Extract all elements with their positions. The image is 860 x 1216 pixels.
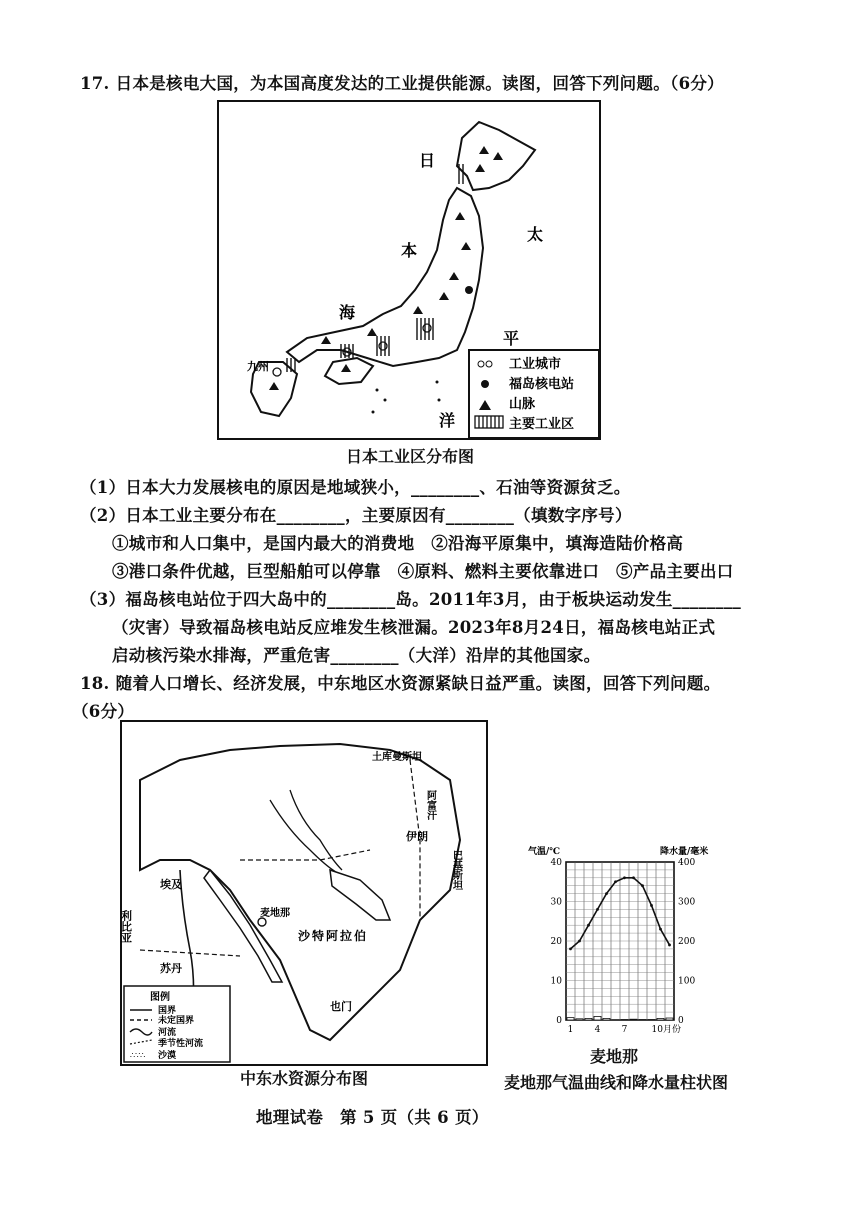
chart-precip-bar [594,1016,601,1020]
chart-temp-point [614,880,617,883]
legend-mountain: 山脉 [509,397,536,412]
q17-sub3-b: （灾害）导致福岛核电站反应堆发生核泄漏。2023年8月24日，福岛核电站正式 [112,618,716,637]
me-legend-title: 图例 [150,992,170,1003]
chart-tick-x: 1 [567,1025,574,1035]
q18-score: （6分） [72,702,135,721]
chart-tick-left: 30 [550,897,562,908]
chart-temp-point [659,928,662,931]
q18-title: 18. 随着人口增长、经济发展，中东地区水资源紧缺日益严重。读图，回答下列问题。 [80,674,721,693]
label-turk: 土库曼斯坦 [372,752,422,763]
legend-industry: 主要工业区 [509,417,575,432]
middle-east-map-caption: 中东水资源分布图 [240,1069,369,1088]
q17-sub2: （2）日本工业主要分布在________，主要原因有________（填数字序号） [80,506,632,525]
label-mu: 本 [401,241,418,260]
chart-precip-bar [657,1018,664,1020]
chart-temp-point [587,924,590,927]
label-ping: 平 [503,329,520,348]
label-hai: 海 [339,303,356,322]
label-pak: 巴基斯坦 [450,850,462,890]
label-libya: 利比亚 [120,910,133,943]
me-legend-desert: 沙漠 [158,1051,177,1061]
japan-map-caption: 日本工业区分布图 [346,447,475,466]
chart-temp-point [578,940,581,943]
label-afghan: 阿富汗 [424,790,436,820]
chart-y-right-unit: 降水量/毫米 [660,847,709,857]
chart-temp-point [569,948,572,951]
label-yemen: 也门 [330,1000,352,1013]
label-medina-map: 麦地那 [260,908,290,919]
me-legend-border: 国界 [158,1006,177,1016]
label-tai: 太 [527,225,544,244]
japan-map [217,100,601,440]
chart-city-label: 麦地那 [590,1047,639,1066]
chart-precip-bar [585,1018,592,1020]
chart-tick-x: 4 [594,1025,601,1035]
q17-options-b: ③港口条件优越，巨型船舶可以停靠 ④原料、燃料主要依靠进口 ⑤产品主要出口 [112,562,734,581]
chart-tick-right: 100 [678,976,696,987]
chart-tick-left: 40 [550,858,562,868]
q17-options-a: ①城市和人口集中，是国内最大的消费地 ②沿海平原集中，填海造陆价格高 [112,534,684,553]
label-ri: 日 [419,151,436,170]
chart-precip-bar [630,1019,637,1020]
me-legend-seasonal: 季节性河流 [158,1039,204,1049]
label-yang: 洋 [439,411,456,430]
me-legend-river: 河流 [158,1028,177,1038]
chart-temp-point [596,908,599,911]
chart-caption: 麦地那气温曲线和降水量柱状图 [504,1073,729,1092]
middle-east-map [120,720,488,1066]
chart-tick-right: 0 [678,1016,684,1026]
label-sudan: 苏丹 [160,962,182,975]
chart-tick-right: 200 [678,937,696,947]
chart-tick-left: 20 [550,937,562,947]
label-kyushu: 九州 [247,360,269,373]
svg-text:∴∵∴: ∴∵∴ [130,1051,146,1060]
label-egypt: 埃及 [160,878,182,891]
chart-temp-point [605,892,608,895]
chart-temp-point [623,876,626,879]
chart-temp-point [650,904,653,907]
chart-y-left-unit: 气温/℃ [528,847,561,857]
me-legend-undef: 未定国界 [158,1016,195,1026]
chart-tick-left: 10 [550,976,562,987]
chart-temp-point [632,876,635,879]
chart-precip-bar [666,1018,673,1020]
page-footer: 地理试卷 第 5 页（共 6 页） [256,1108,489,1127]
chart-temp-point [641,884,644,887]
chart-temp-point [668,944,671,947]
q17-sub3-a: （3）福岛核电站位于四大岛中的________岛。2011年3月，由于板块运动发生________ [80,590,742,609]
q17-title: 17. 日本是核电大国，为本国高度发达的工业提供能源。读图，回答下列问题。（6分） [80,74,724,93]
chart-precip-bar [567,1018,574,1020]
legend-nuclear: 福岛核电站 [509,377,575,392]
chart-precip-bar [603,1018,610,1020]
chart-tick-x: 10月份 [651,1025,681,1035]
chart-precip-bar [576,1019,583,1020]
label-saudi: 沙特阿拉伯 [298,929,369,943]
legend-city: 工业城市 [509,357,562,372]
label-iran: 伊朗 [406,830,428,843]
chart-tick-x: 7 [621,1025,628,1035]
chart-tick-left: 0 [556,1016,562,1026]
q17-sub1: （1）日本大力发展核电的原因是地域狭小，________、石油等资源贫乏。 [80,478,631,497]
chart-tick-right: 400 [678,858,696,868]
chart-tick-right: 300 [678,897,696,908]
q17-sub3-c: 启动核污染水排海，严重危害________（大洋）沿岸的其他国家。 [112,646,601,665]
fukushima-marker [465,286,473,294]
climate-chart [520,842,720,1042]
